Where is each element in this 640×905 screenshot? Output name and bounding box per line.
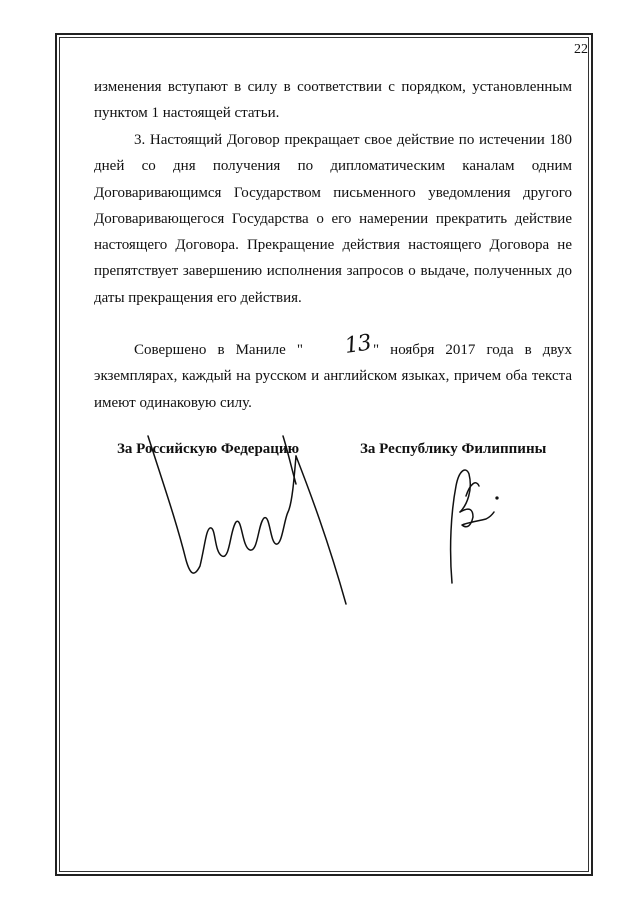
- paragraph-termination-clause: 3. Настоящий Договор прекращает свое действие по истечении 180 дней со дня получения по дипломатическим каналам одним Договаривающимся Государством письменного уведомления другого Договаривающегося Государства о его намерении прекратить действие настоящего Договора. Прекращение действия настоящего Договора не препятствует завершению исполнения запросов о выдаче, полученных до даты прекращения его действия.: [94, 132, 572, 306]
- paragraph-done-at: [94, 330, 573, 416]
- handwritten-date: 13: [343, 330, 373, 359]
- signature-label-russia: За Российскую Федерацию: [117, 441, 300, 457]
- page-number: 22: [574, 42, 588, 57]
- done-at-text-start: Совершено в Маниле ": [134, 342, 303, 358]
- signature-label-philippines: За Республику Филиппины: [360, 441, 547, 457]
- done-at-text-end: " ноября 2017 года в двух экземплярах, каждый на русском и английском языках, причем оба текста имеют одинаковую силу.: [94, 342, 573, 411]
- paragraph-continuation: изменения вступают в силу в соответствии с порядком, установленным пунктом 1 настоящей статьи.: [94, 79, 572, 122]
